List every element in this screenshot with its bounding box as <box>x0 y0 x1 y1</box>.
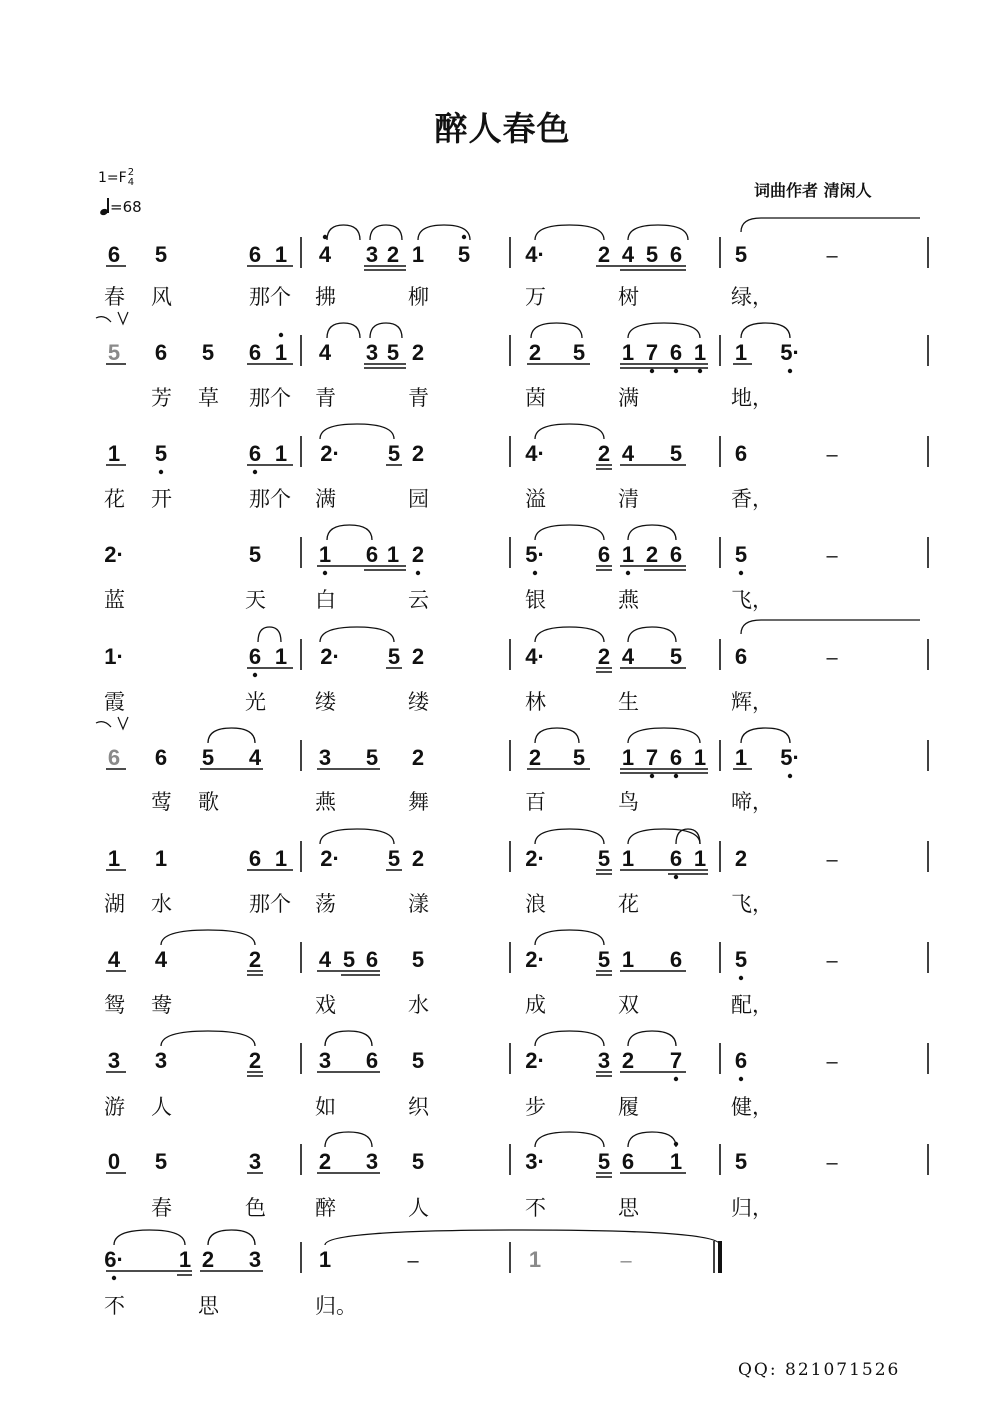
note: 3 <box>318 745 332 770</box>
lyric-syllable: 思 <box>198 1294 219 1318</box>
note: 1 <box>693 745 707 770</box>
note: 3 <box>248 1149 262 1174</box>
lyric-syllable: 白 <box>315 588 336 612</box>
note: 1 <box>154 846 168 871</box>
slur-tie <box>327 525 372 540</box>
note: 4 <box>154 947 168 972</box>
note: 5 <box>734 1149 748 1174</box>
note: 1 <box>178 1247 192 1272</box>
lyric-syllable: 鸳 <box>104 993 125 1017</box>
note: 1 <box>734 745 748 770</box>
lyric-syllable: 拂 <box>315 285 336 309</box>
note: 0 <box>107 1149 121 1174</box>
lyric-syllable: 不 <box>104 1294 125 1318</box>
open-slur <box>741 218 920 232</box>
octave-low-dot <box>788 774 792 778</box>
note: 4 <box>318 340 332 365</box>
note: 5· <box>780 340 800 365</box>
note: 6 <box>154 745 168 770</box>
note: 3 <box>154 1048 168 1073</box>
slur-tie <box>531 323 582 338</box>
note: 1 <box>274 441 288 466</box>
note: 5 <box>411 947 425 972</box>
lyric-syllable: 柳 <box>408 285 429 309</box>
lyric-syllable: 缕 <box>408 690 429 714</box>
note: 6 <box>107 745 121 770</box>
note: 6 <box>365 1048 379 1073</box>
note: 6 <box>734 1048 748 1073</box>
slur-tie <box>325 1230 720 1245</box>
lyric-syllable: 水 <box>408 993 429 1017</box>
note: 6 <box>365 542 379 567</box>
note: 6 <box>248 441 262 466</box>
note: 4 <box>318 242 332 267</box>
lyric-syllable: 风 <box>151 285 172 309</box>
note: 1 <box>274 242 288 267</box>
note: 2 <box>411 846 425 871</box>
note: 6 <box>669 846 683 871</box>
lyric-syllable: 成 <box>525 993 546 1017</box>
note: 1 <box>621 340 635 365</box>
lyric-syllable: 满 <box>618 386 639 410</box>
note: 3 <box>365 340 379 365</box>
slur-tie <box>325 1132 372 1147</box>
turn-mark <box>96 317 111 322</box>
note: 6 <box>248 846 262 871</box>
note: 5 <box>365 745 379 770</box>
slur-tie <box>628 1031 676 1046</box>
note: 6· <box>104 1247 124 1272</box>
note: 2· <box>525 1048 545 1073</box>
slur-tie <box>628 728 700 743</box>
note: 2 <box>645 542 659 567</box>
lyric-syllable: 光 <box>245 690 266 714</box>
slur-tie <box>327 225 360 240</box>
lyric-syllable: 浪 <box>525 892 546 916</box>
note: 5 <box>248 542 262 567</box>
slur-tie <box>535 1132 604 1147</box>
hold-dash: – <box>826 1051 838 1073</box>
hold-dash: – <box>826 849 838 871</box>
note: 4· <box>525 644 545 669</box>
lyric-syllable: 树 <box>618 285 639 309</box>
note: 5 <box>734 947 748 972</box>
lyric-syllable: 漾 <box>408 892 429 916</box>
note: 1· <box>104 644 124 669</box>
note: 1 <box>386 542 400 567</box>
note: 5 <box>201 340 215 365</box>
octave-low-dot <box>253 470 257 474</box>
lyric-syllable: 那个 <box>249 892 291 916</box>
note: 3 <box>365 1149 379 1174</box>
slur-tie <box>161 930 255 945</box>
note: 2 <box>597 441 611 466</box>
note: 2 <box>248 947 262 972</box>
note: 5 <box>201 745 215 770</box>
note: 1 <box>621 846 635 871</box>
octave-low-dot <box>739 976 743 980</box>
lyric-syllable: 生 <box>618 690 639 714</box>
lyric-syllable: 茵 <box>525 386 546 410</box>
slur-tie <box>628 627 676 642</box>
note: 1 <box>274 340 288 365</box>
note: 2· <box>320 846 340 871</box>
lyric-syllable: 归。 <box>315 1294 357 1318</box>
octave-low-dot <box>674 875 678 879</box>
hold-dash: – <box>620 1250 632 1272</box>
lyric-syllable: 不 <box>525 1196 546 1220</box>
note: 2 <box>597 644 611 669</box>
octave-high-dot <box>279 333 283 337</box>
note: 2· <box>525 846 545 871</box>
note: 6 <box>669 745 683 770</box>
lyric-syllable: 配， <box>731 993 773 1017</box>
hold-dash: – <box>826 444 838 466</box>
note: 6 <box>107 242 121 267</box>
note: 6 <box>734 644 748 669</box>
hold-dash: – <box>826 647 838 669</box>
slur-tie <box>370 225 402 240</box>
note: 6 <box>154 340 168 365</box>
lyric-syllable: 歌 <box>198 790 219 814</box>
note: 6 <box>669 947 683 972</box>
note: 5 <box>669 441 683 466</box>
slur-tie <box>535 424 604 439</box>
lyric-syllable: 人 <box>151 1095 172 1119</box>
note: 2· <box>525 947 545 972</box>
lyric-syllable: 健， <box>731 1095 773 1119</box>
lyric-syllable: 地， <box>731 386 773 410</box>
lyric-syllable: 溢 <box>525 487 546 511</box>
author-credit: 词曲作者 清闲人 <box>754 181 872 200</box>
note: 4 <box>621 644 635 669</box>
note: 3 <box>318 1048 332 1073</box>
octave-low-dot <box>626 571 630 575</box>
octave-high-dot <box>462 235 466 239</box>
note: 2 <box>597 242 611 267</box>
lyric-syllable: 湖 <box>104 892 125 916</box>
lyric-syllable: 莺 <box>151 790 172 814</box>
note: 1 <box>274 846 288 871</box>
lyric-syllable: 双 <box>618 993 639 1017</box>
lyric-syllable: 香， <box>731 487 773 511</box>
note: 1 <box>528 1247 542 1272</box>
note: 7 <box>669 1048 683 1073</box>
slur-tie <box>327 323 360 338</box>
slur-tie <box>535 1031 604 1046</box>
slur-tie <box>628 829 700 844</box>
note: 2· <box>320 441 340 466</box>
lyric-syllable: 银 <box>525 588 546 612</box>
note: 1 <box>107 846 121 871</box>
note: 5· <box>525 542 545 567</box>
note: 5 <box>572 745 586 770</box>
lyric-syllable: 燕 <box>618 588 639 612</box>
slur-tie <box>208 1230 255 1245</box>
note: 2 <box>411 644 425 669</box>
octave-low-dot <box>650 774 654 778</box>
octave-low-dot <box>788 369 792 373</box>
note: 2 <box>734 846 748 871</box>
octave-low-dot <box>159 470 163 474</box>
lyric-syllable: 万 <box>525 285 546 309</box>
note: 5 <box>411 1149 425 1174</box>
lyric-syllable: 思 <box>618 1196 639 1220</box>
note: 5 <box>597 846 611 871</box>
lyric-syllable: 人 <box>408 1196 429 1220</box>
slur-tie <box>535 525 604 540</box>
note: 2 <box>411 340 425 365</box>
note: 5 <box>597 947 611 972</box>
note: 5· <box>780 745 800 770</box>
lyric-syllable: 飞， <box>731 892 773 916</box>
footer-contact: QQ: 821071526 <box>738 1360 901 1380</box>
lyric-syllable: 林 <box>525 690 546 714</box>
note: 5 <box>154 242 168 267</box>
slur-tie <box>320 627 394 642</box>
note: 5 <box>387 644 401 669</box>
hold-dash: – <box>826 1152 838 1174</box>
note: 1 <box>318 1247 332 1272</box>
note: 1 <box>411 242 425 267</box>
slur-tie <box>628 225 688 240</box>
slur-tie <box>208 728 255 743</box>
lyric-syllable: 缕 <box>315 690 336 714</box>
lyric-syllable: 醉 <box>315 1196 336 1220</box>
hold-dash: – <box>407 1250 419 1272</box>
note: 2 <box>621 1048 635 1073</box>
lyric-syllable: 那个 <box>249 386 291 410</box>
note: 6 <box>669 242 683 267</box>
note: 6 <box>248 340 262 365</box>
lyric-syllable: 青 <box>408 386 429 410</box>
note: 4 <box>621 441 635 466</box>
octave-low-dot <box>674 1077 678 1081</box>
note: 2· <box>320 644 340 669</box>
note: 5 <box>342 947 356 972</box>
lyric-syllable: 舞 <box>408 790 429 814</box>
slur-tie <box>258 627 281 642</box>
note: 5 <box>572 340 586 365</box>
note: 3 <box>248 1247 262 1272</box>
lyric-syllable: 鸯 <box>151 993 172 1017</box>
note: 7 <box>645 340 659 365</box>
octave-low-dot <box>323 571 327 575</box>
slur-tie <box>741 728 790 743</box>
slur-tie <box>628 323 700 338</box>
tempo-value: =68 <box>110 198 142 216</box>
note: 5 <box>669 644 683 669</box>
note: 5 <box>387 441 401 466</box>
note: 4 <box>318 947 332 972</box>
note: 6 <box>621 1149 635 1174</box>
note: 5 <box>457 242 471 267</box>
lyric-syllable: 花 <box>104 487 125 511</box>
lyric-syllable: 水 <box>151 892 172 916</box>
octave-low-dot <box>112 1276 116 1280</box>
lyric-syllable: 芳 <box>151 386 172 410</box>
slur-tie <box>320 424 394 439</box>
lyric-syllable: 荡 <box>315 892 336 916</box>
note: 5 <box>734 242 748 267</box>
lyric-syllable: 青 <box>315 386 336 410</box>
note: 1 <box>693 846 707 871</box>
hold-dash: – <box>826 245 838 267</box>
hold-dash: – <box>826 950 838 972</box>
time-top: 2 <box>127 167 135 178</box>
slur-tie <box>114 1230 185 1245</box>
slur-tie <box>535 225 604 240</box>
note: 2 <box>201 1247 215 1272</box>
lyric-syllable: 归， <box>731 1196 773 1220</box>
note: 6 <box>248 644 262 669</box>
lyric-syllable: 那个 <box>249 487 291 511</box>
lyric-syllable: 鸟 <box>618 790 639 814</box>
lyric-syllable: 步 <box>525 1095 546 1119</box>
slur-tie <box>535 728 579 743</box>
slur-tie <box>628 1132 676 1147</box>
note: 5 <box>645 242 659 267</box>
lyric-syllable: 云 <box>408 588 429 612</box>
octave-low-dot <box>739 571 743 575</box>
note: 2 <box>528 745 542 770</box>
note: 5 <box>154 441 168 466</box>
note: 2 <box>528 340 542 365</box>
octave-low-dot <box>416 571 420 575</box>
lyric-syllable: 燕 <box>315 790 336 814</box>
lyric-syllable: 满 <box>315 487 336 511</box>
note: 6 <box>734 441 748 466</box>
note: 4 <box>107 947 121 972</box>
note: 5 <box>386 340 400 365</box>
note: 7 <box>645 745 659 770</box>
note: 2 <box>411 745 425 770</box>
lyric-syllable: 履 <box>618 1095 639 1119</box>
note: 5 <box>387 846 401 871</box>
note: 1 <box>669 1149 683 1174</box>
lyric-syllable: 蓝 <box>104 588 125 612</box>
note: 5 <box>734 542 748 567</box>
slur-tie <box>535 829 604 844</box>
turn-mark <box>96 722 111 727</box>
lyric-syllable: 天 <box>245 588 266 612</box>
note: 2 <box>318 1149 332 1174</box>
note: 1 <box>621 947 635 972</box>
lyric-syllable: 清 <box>618 487 639 511</box>
slur-tie <box>161 1031 255 1046</box>
lyric-syllable: 霞 <box>104 690 125 714</box>
lyric-syllable: 百 <box>525 790 546 814</box>
octave-low-dot <box>650 369 654 373</box>
octave-low-dot <box>674 774 678 778</box>
song-title: 醉人春色 <box>434 109 571 148</box>
note: 3 <box>597 1048 611 1073</box>
slur-tie <box>320 829 394 844</box>
lyric-syllable: 那个 <box>249 285 291 309</box>
lyric-syllable: 飞， <box>731 588 773 612</box>
lyric-syllable: 草 <box>198 386 219 410</box>
slur-tie <box>741 323 790 338</box>
note: 5 <box>597 1149 611 1174</box>
note: 2 <box>248 1048 262 1073</box>
lyric-syllable: 春 <box>104 285 125 309</box>
note: 1 <box>734 340 748 365</box>
note: 2 <box>411 542 425 567</box>
final-bar-thick <box>718 1241 722 1273</box>
note: 3 <box>365 242 379 267</box>
lyric-syllable: 园 <box>408 487 429 511</box>
note: 4· <box>525 441 545 466</box>
note: 4· <box>525 242 545 267</box>
octave-low-dot <box>698 369 702 373</box>
lyric-syllable: 花 <box>618 892 639 916</box>
note: 1 <box>318 542 332 567</box>
octave-low-dot <box>674 369 678 373</box>
lyric-syllable: 开 <box>151 487 172 511</box>
note: 1 <box>693 340 707 365</box>
note: 6 <box>248 242 262 267</box>
slur-tie <box>370 323 402 338</box>
note: 1 <box>274 644 288 669</box>
note: 1 <box>107 441 121 466</box>
lyric-syllable: 春 <box>151 1196 172 1220</box>
slur-tie <box>535 627 604 642</box>
hold-dash: – <box>826 545 838 567</box>
lyric-syllable: 绿， <box>731 285 773 309</box>
octave-low-dot <box>739 1077 743 1081</box>
breath-mark <box>118 312 128 324</box>
lyric-syllable: 色 <box>245 1196 266 1220</box>
note: 6 <box>669 542 683 567</box>
note: 2 <box>386 242 400 267</box>
note: 3· <box>525 1149 545 1174</box>
note: 1 <box>621 745 635 770</box>
lyric-syllable: 织 <box>408 1095 429 1119</box>
note: 6 <box>669 340 683 365</box>
note: 4 <box>248 745 262 770</box>
lyric-syllable: 戏 <box>315 993 336 1017</box>
lyric-syllable: 如 <box>315 1095 336 1119</box>
note: 6 <box>597 542 611 567</box>
note: 2 <box>411 441 425 466</box>
note: 6 <box>365 947 379 972</box>
open-slur <box>741 620 920 634</box>
slur-tie <box>325 1031 372 1046</box>
lyric-syllable: 游 <box>104 1095 125 1119</box>
key-label: 1=F <box>98 170 127 186</box>
lyric-syllable: 辉， <box>731 690 773 714</box>
note: 3 <box>107 1048 121 1073</box>
note: 5 <box>411 1048 425 1073</box>
time-bottom: 4 <box>127 177 135 188</box>
note: 2· <box>104 542 124 567</box>
octave-low-dot <box>533 571 537 575</box>
slur-tie <box>535 930 604 945</box>
lyric-syllable: 啼， <box>731 790 773 814</box>
note: 1 <box>621 542 635 567</box>
note: 4 <box>621 242 635 267</box>
octave-low-dot <box>253 673 257 677</box>
slur-tie <box>628 525 676 540</box>
breath-mark <box>118 717 128 729</box>
note: 5 <box>154 1149 168 1174</box>
note: 5 <box>107 340 121 365</box>
